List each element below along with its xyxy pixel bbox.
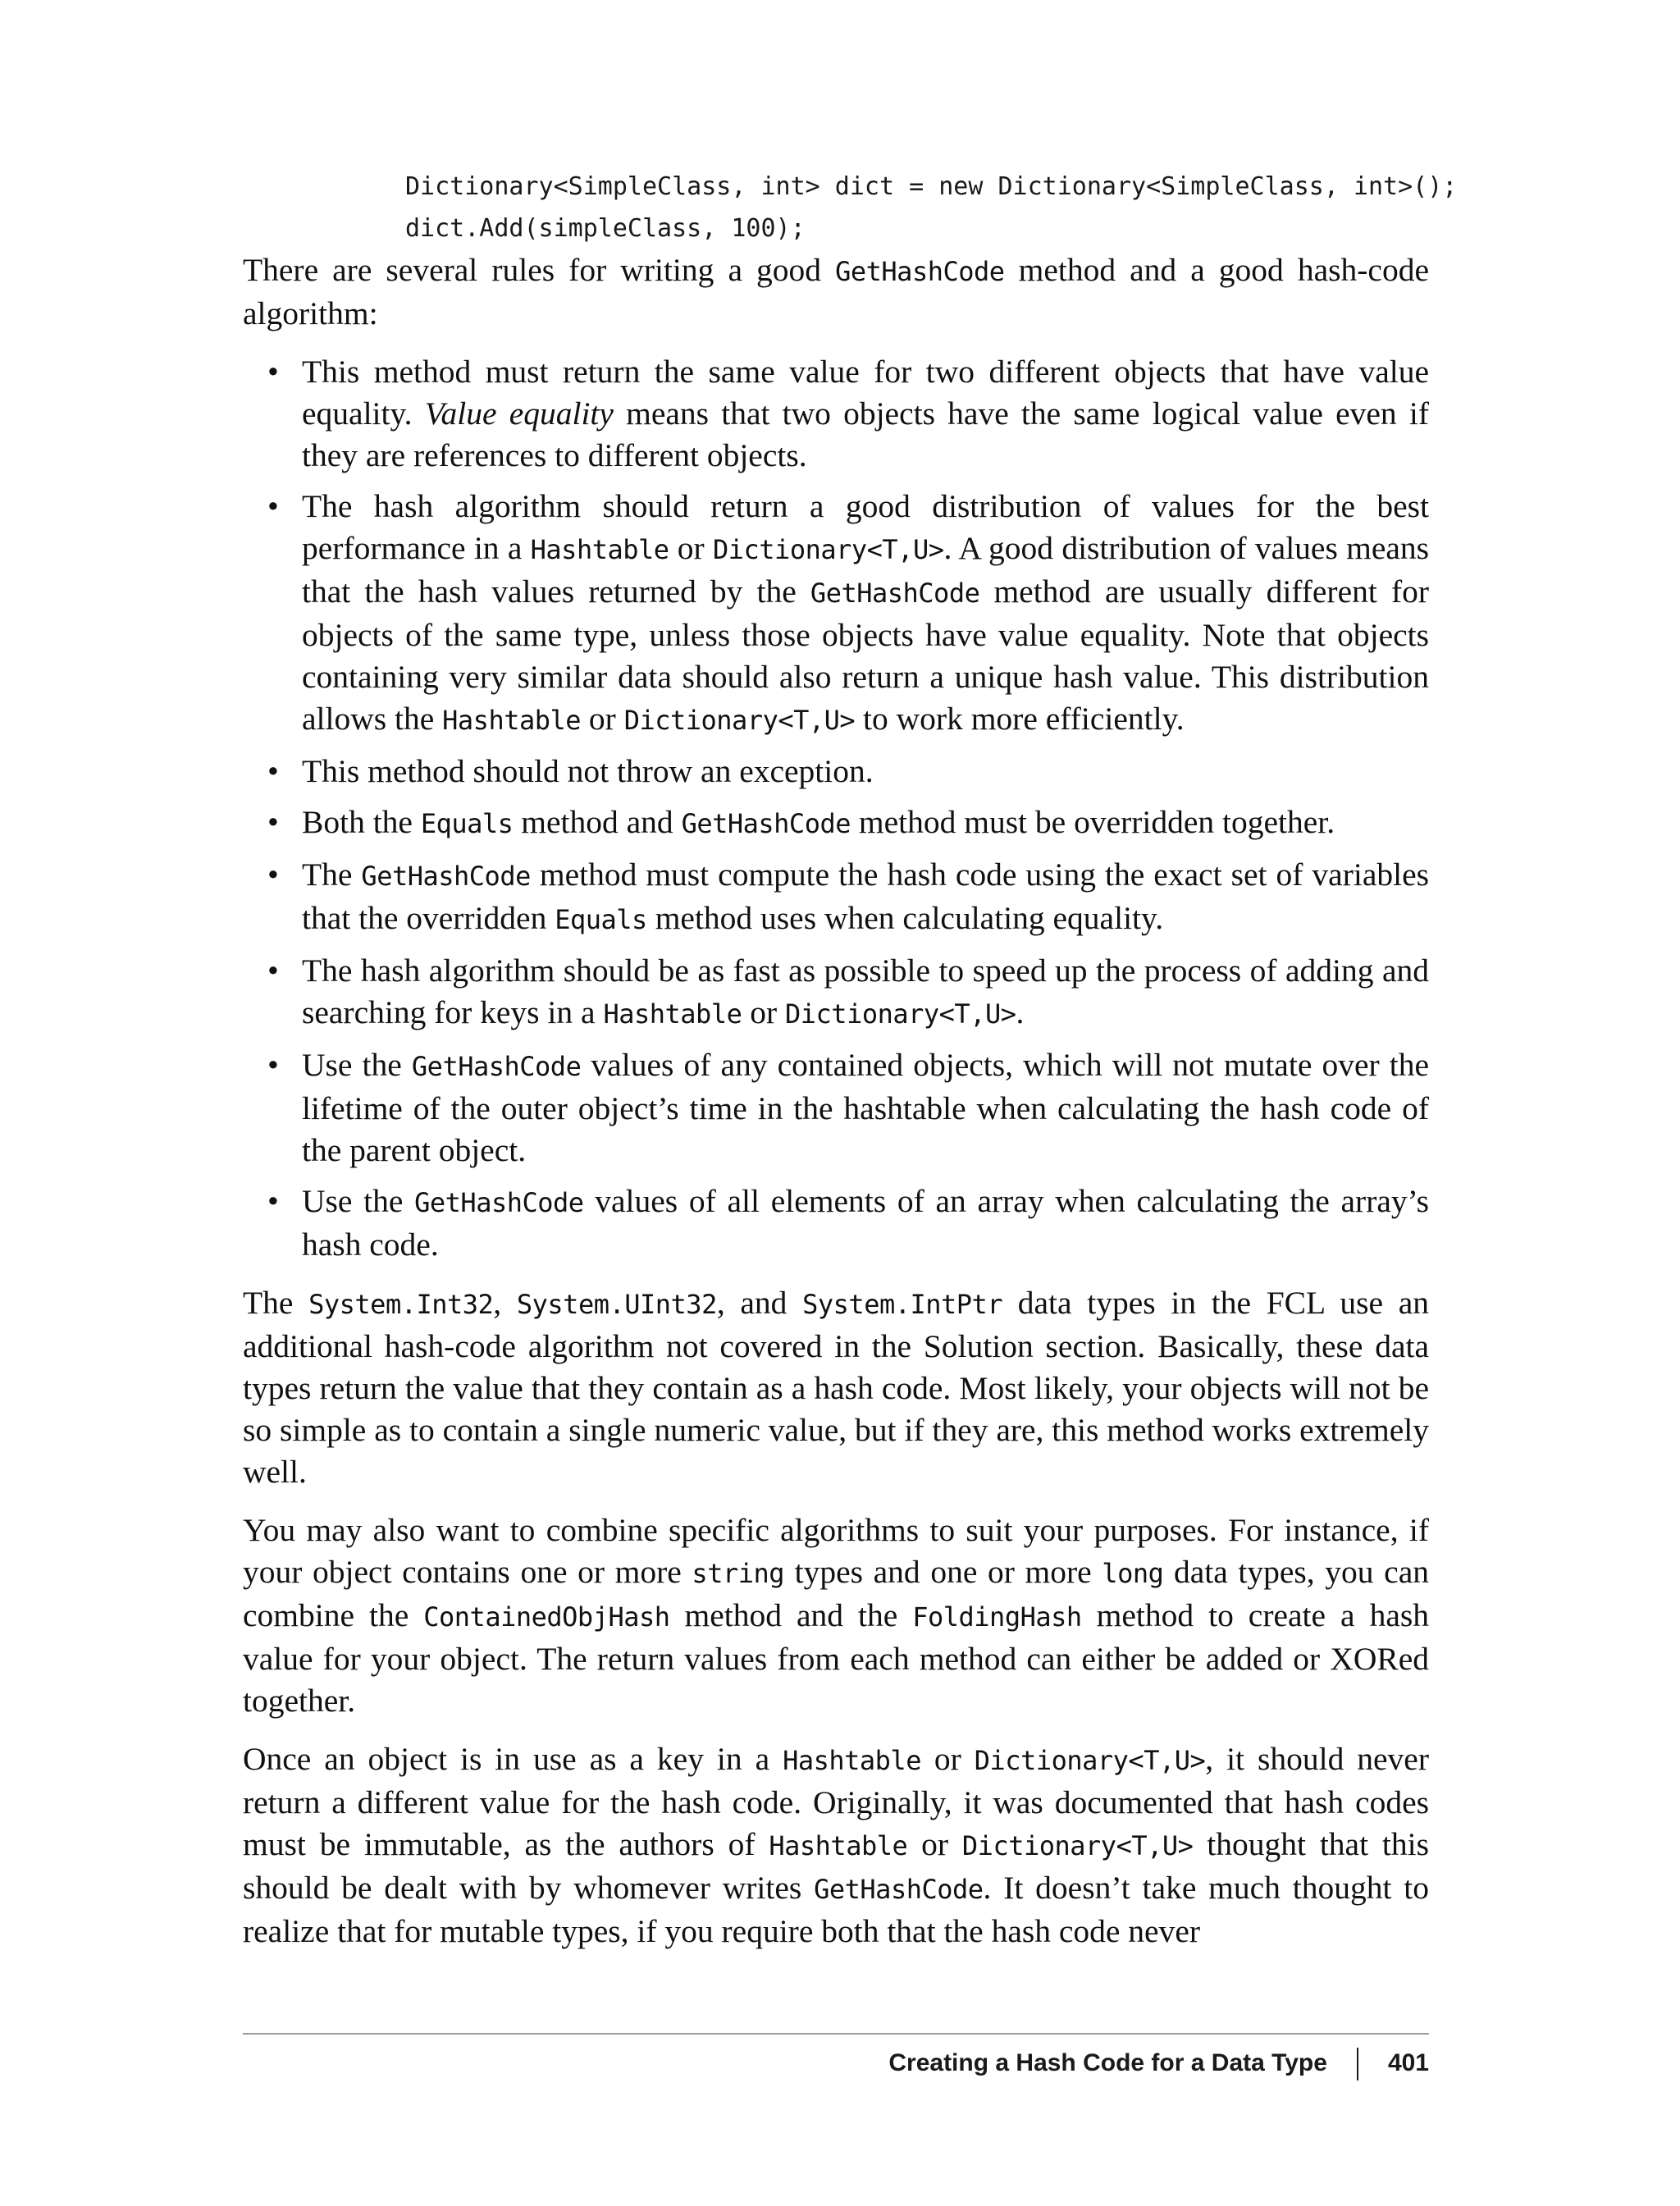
code-block <box>405 166 1457 249</box>
paragraph-fcl-types: The System.Int32, System.UInt32, and System.IntPtr data types in the FCL use an additional hash-code algorithm not covered in the Solution section. Basically, these data types return the value that they contain as a hash code. Most likely, your objects will not be so simple as to contain a single numeric value, but if they are, this method works extremely well. <box>243 1285 1429 1490</box>
bullet-icon: • <box>267 753 279 789</box>
bullet-icon: • <box>267 488 279 524</box>
list-item: • Use the GetHashCode values of any contained objects, which will not mutate over the lifetime of the outer object’s time in the hashtable when calculating the hash code of the parent object. <box>243 1044 1429 1172</box>
section-title: Creating a Hash Code for a Data Type <box>888 2048 1327 2076</box>
intro-paragraph: There are several rules for writing a good GetHashCode method and a good hash-code algorithm: <box>243 252 1429 331</box>
paragraph-immutable-keys: Once an object is in use as a key in a Hashtable or Dictionary<T,U>, it should never return a different value for the hash code. Originally, it was documented that hash codes must be immutable, as the authors of Hashtable or Dictionary<T,U> thought that this should be dealt with by whomever writes GetHashCode. It doesn’t take much thought to realize that for mutable types, if you require both that the hash code never <box>243 1741 1430 1949</box>
bullet-icon: • <box>267 354 279 390</box>
footer-separator <box>1357 2048 1358 2080</box>
list-item: • The hash algorithm should return a good distribution of values for the best performance in a Hashtable or Dictionary<T,U>. A good distribution of values means that the hash values returned by the GetHashCode method are usually different for objects of the same type, unless those objects have value equality. Note that objects containing very similar data should also return a unique hash value. This distribution allows the Hashtable or Dictionary<T,U> to work more efficiently. <box>243 486 1429 742</box>
list-item: • This method must return the same value for two different objects that have value equality. Value equality means that two objects have the same logical value even if they are references to different objects. <box>243 351 1429 477</box>
code-line: Dictionary<SimpleClass, int> dict = new Dictionary<SimpleClass, int>(); <box>405 172 1458 201</box>
bullet-icon: • <box>267 804 279 840</box>
body-text <box>243 249 1429 1969</box>
code-line: dict.Add(simpleClass, 100); <box>405 214 806 243</box>
list-item: • The GetHashCode method must compute the hash code using the exact set of variables that the overridden Equals method uses when calculating equality. <box>243 854 1429 941</box>
footer-rule <box>243 2033 1429 2035</box>
list-item: • The hash algorithm should be as fast as possible to speed up the process of adding and searching for keys in a Hashtable or Dictionary<T,U>. <box>243 950 1429 1035</box>
bullet-icon: • <box>267 856 279 893</box>
list-item: • Use the GetHashCode values of all elements of an array when calculating the array’s hash code. <box>243 1181 1429 1266</box>
bullet-icon: • <box>267 952 279 989</box>
page-footer <box>888 2048 1429 2080</box>
page-number: 401 <box>1387 2048 1429 2076</box>
paragraph-combine-algorithms: You may also want to combine specific algorithms to suit your purposes. For instance, if your object contains one or more string types and one or more long data types, you can combine the ContainedObjHash method and the FoldingHash method to create a hash value for your object. The return values from each method can either be added or XORed together. <box>243 1512 1429 1719</box>
list-item: • Both the Equals method and GetHashCode method must be overridden together. <box>243 802 1429 845</box>
bullet-icon: • <box>267 1183 279 1219</box>
rules-list <box>243 351 1429 1266</box>
list-item: • This method should not throw an exception. <box>243 751 1429 792</box>
bullet-icon: • <box>267 1047 279 1083</box>
